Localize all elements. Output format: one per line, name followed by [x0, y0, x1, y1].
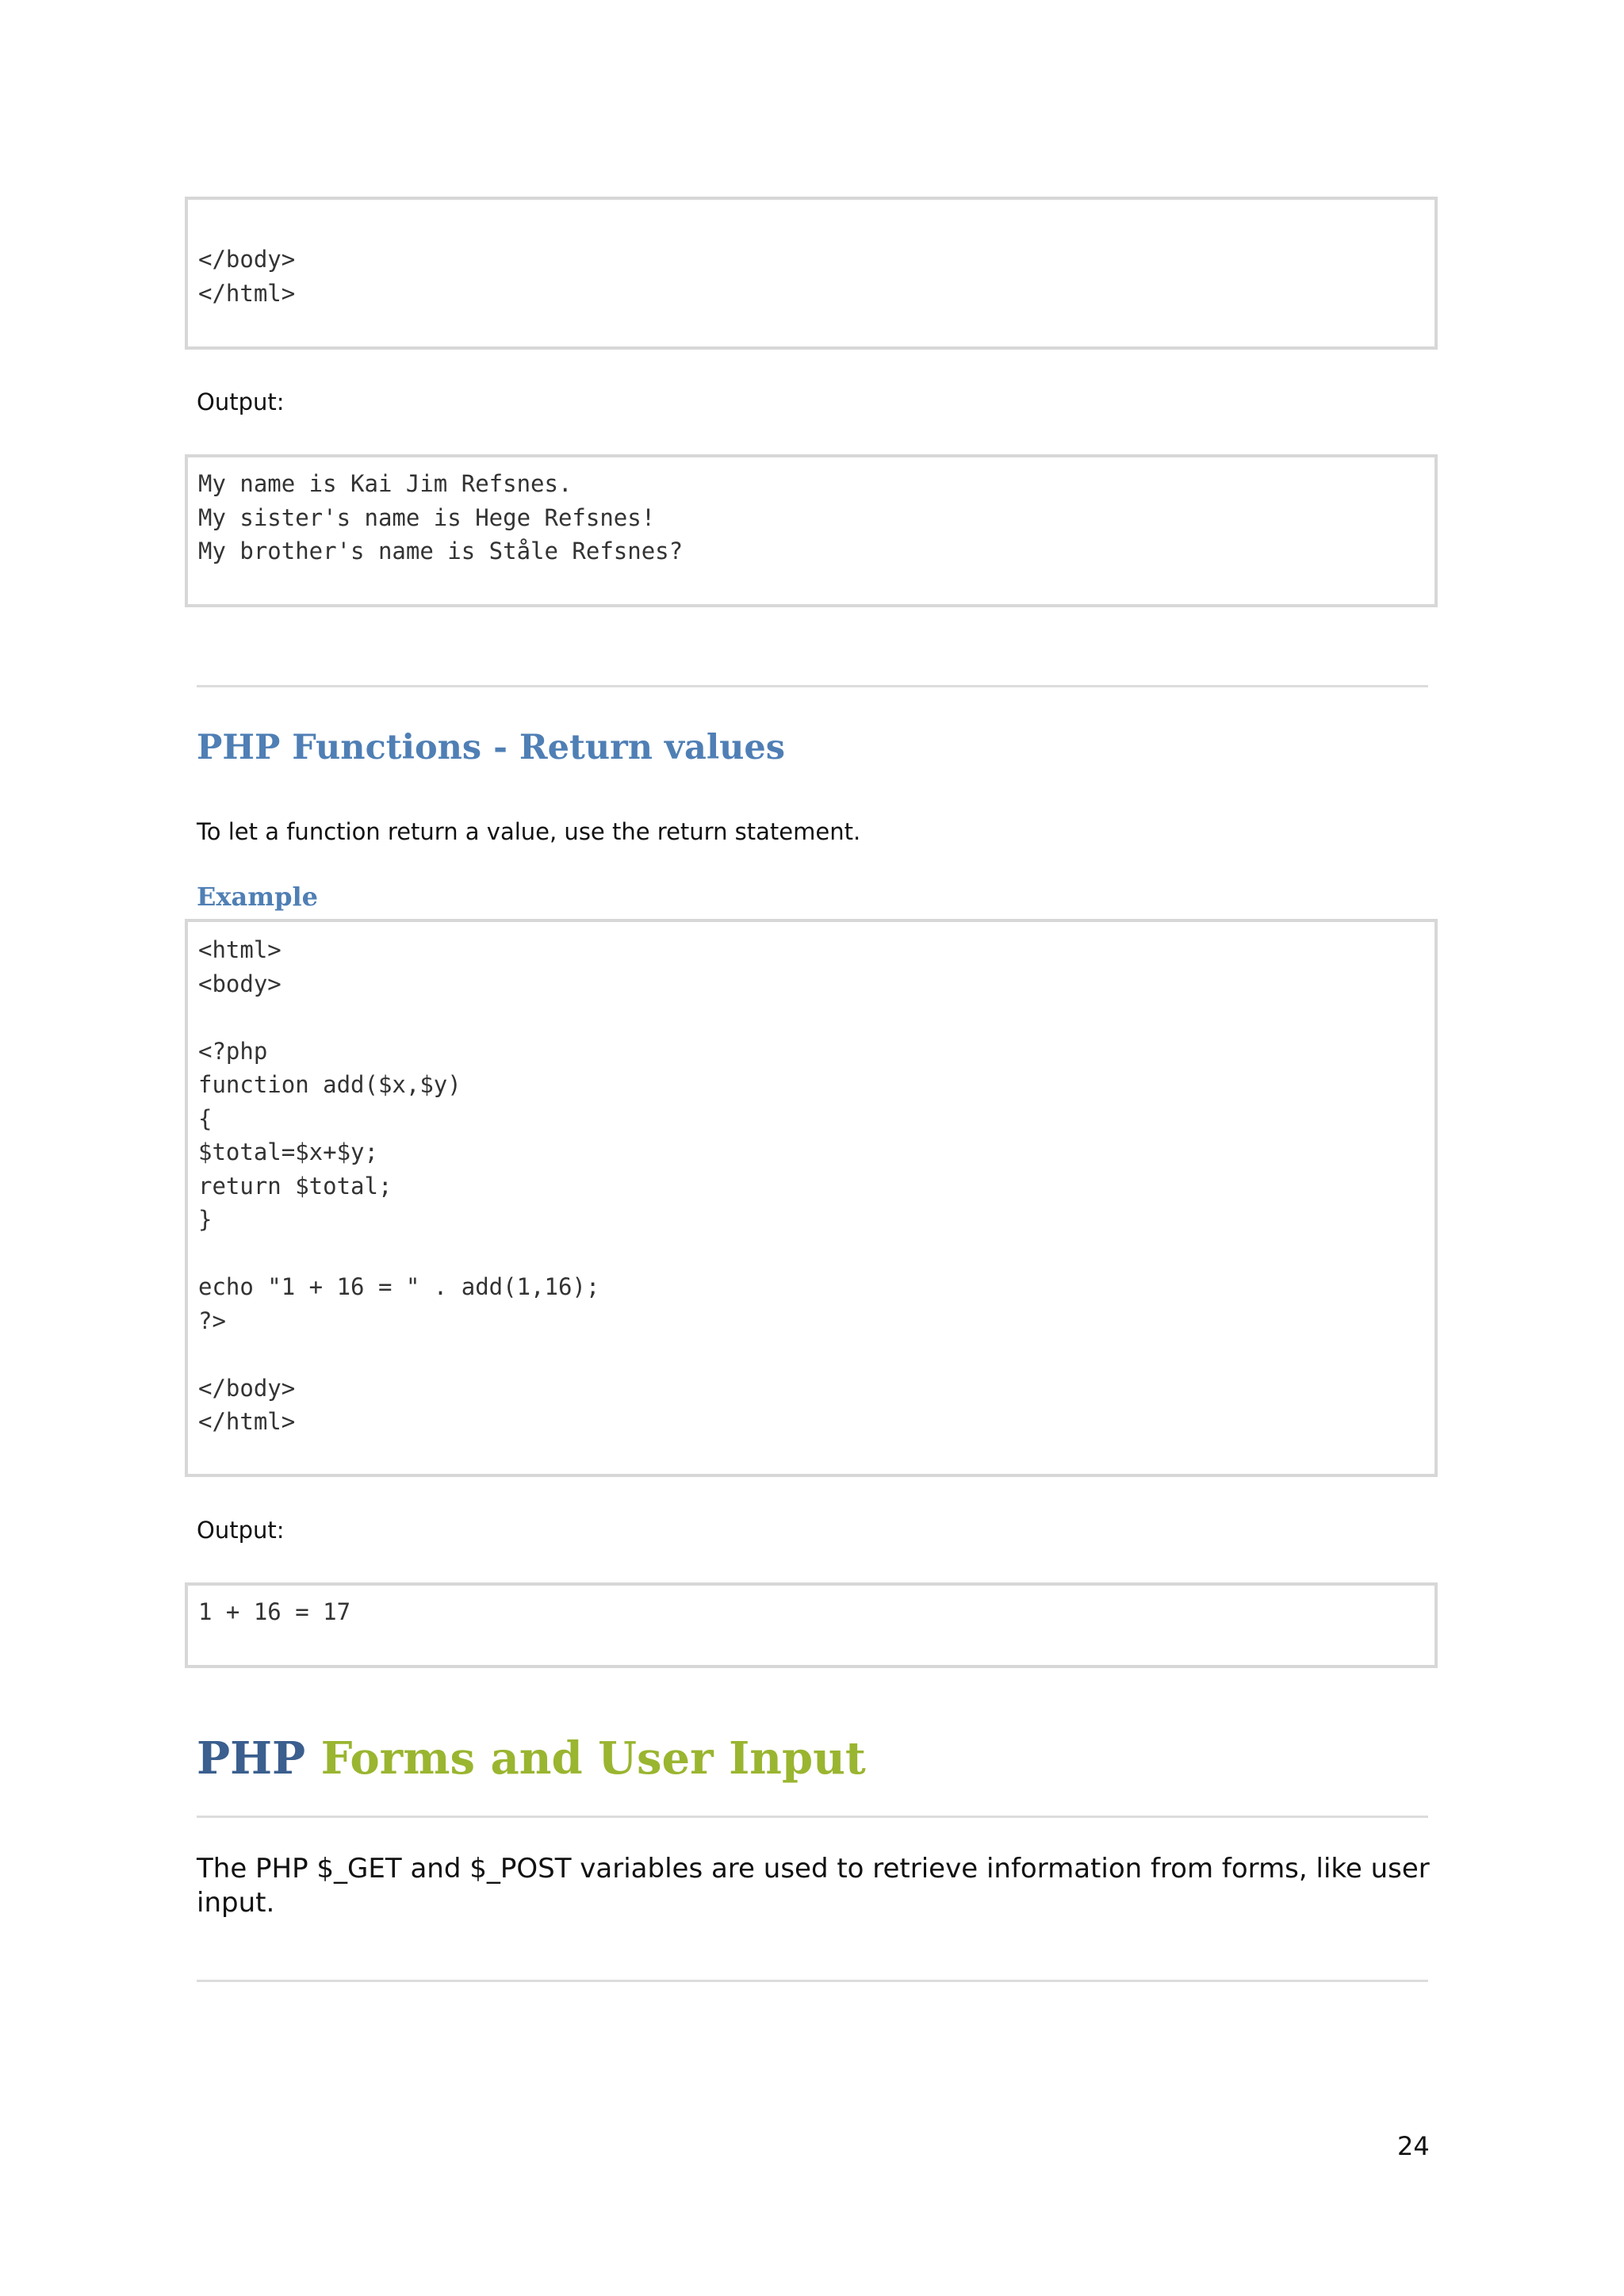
output-label-1: Output: — [197, 388, 285, 415]
output-block-1-text: My name is Kai Jim Refsnes. My sister's name is Hege Refsnes! My brother's name is Ståle Refsnes? — [198, 470, 684, 564]
output-block-1 — [185, 454, 1438, 607]
divider-1 — [197, 685, 1428, 687]
chapter-heading-part1: PHP — [197, 1732, 306, 1785]
page-number: 24 — [1397, 2131, 1430, 2161]
code-block-top — [185, 197, 1438, 350]
output-block-2 — [185, 1582, 1438, 1668]
code-block-example — [185, 919, 1438, 1477]
chapter-heading-part2: Forms and User Input — [305, 1732, 866, 1785]
output-label-2: Output: — [197, 1517, 285, 1544]
example-label: Example — [197, 882, 318, 912]
divider-3 — [197, 1980, 1428, 1982]
chapter-heading-forms — [197, 1732, 866, 1785]
section-return-body: To let a function return a value, use the return statement. — [197, 818, 861, 845]
code-block-top-text: </body> </html> — [198, 246, 296, 307]
divider-2 — [197, 1816, 1428, 1818]
code-block-example-text: <html> <body> <?php function add($x,$y) { $total=$x+$y; return $total; } echo "1 + 16 = " . add(1,16); ?> </body> </html> — [198, 936, 600, 1435]
forms-intro-paragraph: The PHP $_GET and $_POST variables are used to retrieve information from forms, like user input. — [197, 1853, 1430, 1919]
output-block-2-text: 1 + 16 = 17 — [198, 1598, 351, 1625]
section-heading-return-values: PHP Functions - Return values — [197, 728, 786, 767]
